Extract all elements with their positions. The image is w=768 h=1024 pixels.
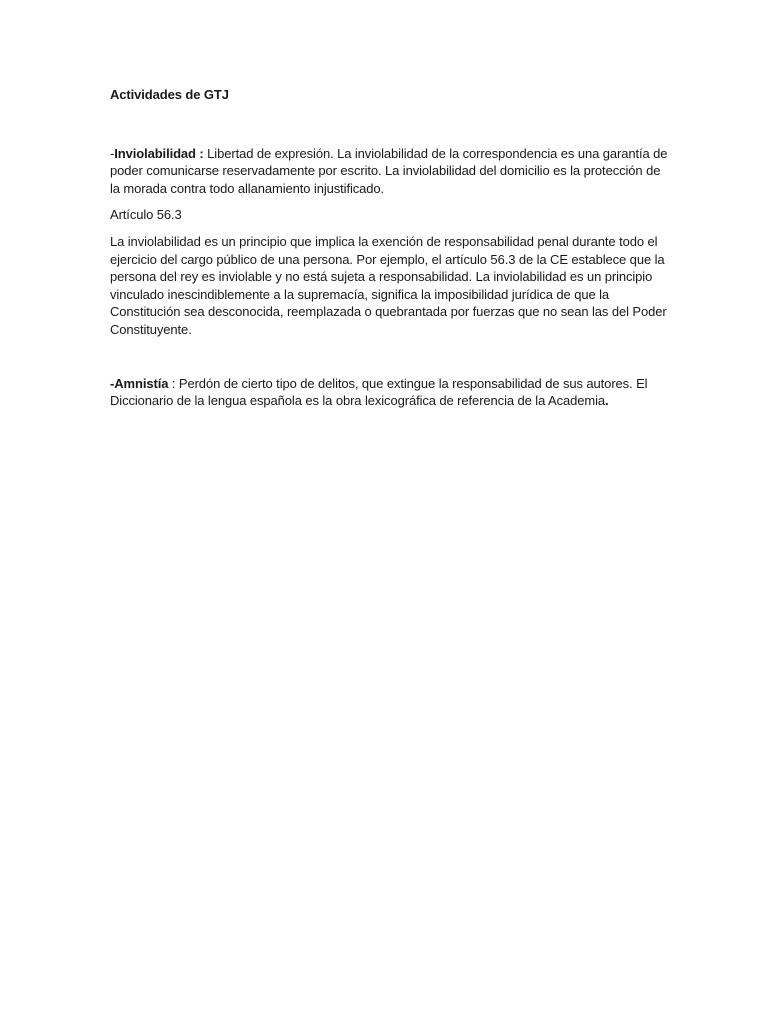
amnistia-paragraph — [110, 375, 670, 410]
articulo-paragraph: La inviolabilidad es un principio que implica la exención de responsabilidad penal durante todo el ejercicio del cargo público de una persona. Por ejemplo, el artículo 56.3 de la CE establece que la persona del rey es inviolable y no está sujeta a responsabilidad. La inviolabilidad es un principio vinculado inescindiblemente a la supremacía, significa la imposibilidad jurídica de que la Constitución sea desconocida, reemplazada o quebrantada por fuerzas que no sean las del Poder Constituyente. — [110, 233, 667, 337]
document-body — [110, 86, 670, 419]
inviolabilidad-term: Inviolabilidad : — [114, 145, 204, 161]
inviolabilidad-dash: - — [110, 145, 115, 161]
articulo-heading: Artículo 56.3 — [110, 207, 182, 223]
inviolabilidad-paragraph — [110, 145, 670, 198]
inviolabilidad-text: Libertad de expresión. La inviolabilidad de la correspondencia es una garantía de poder comunicarse reservadamente por escrito. La inviolabilidad del domicilio es la protección de la morada contra todo allanamiento injustificado. — [110, 145, 668, 196]
amnistia-term: -Amnistía — [110, 375, 169, 391]
amnistia-end-period: . — [605, 393, 609, 409]
document-title: Actividades de GTJ — [110, 87, 229, 102]
amnistia-text: : Perdón de cierto tipo de delitos, que extingue la responsabilidad de sus autores. El Diccionario de la lengua española es la obra lexicográfica de referencia de la Academia — [110, 375, 648, 409]
